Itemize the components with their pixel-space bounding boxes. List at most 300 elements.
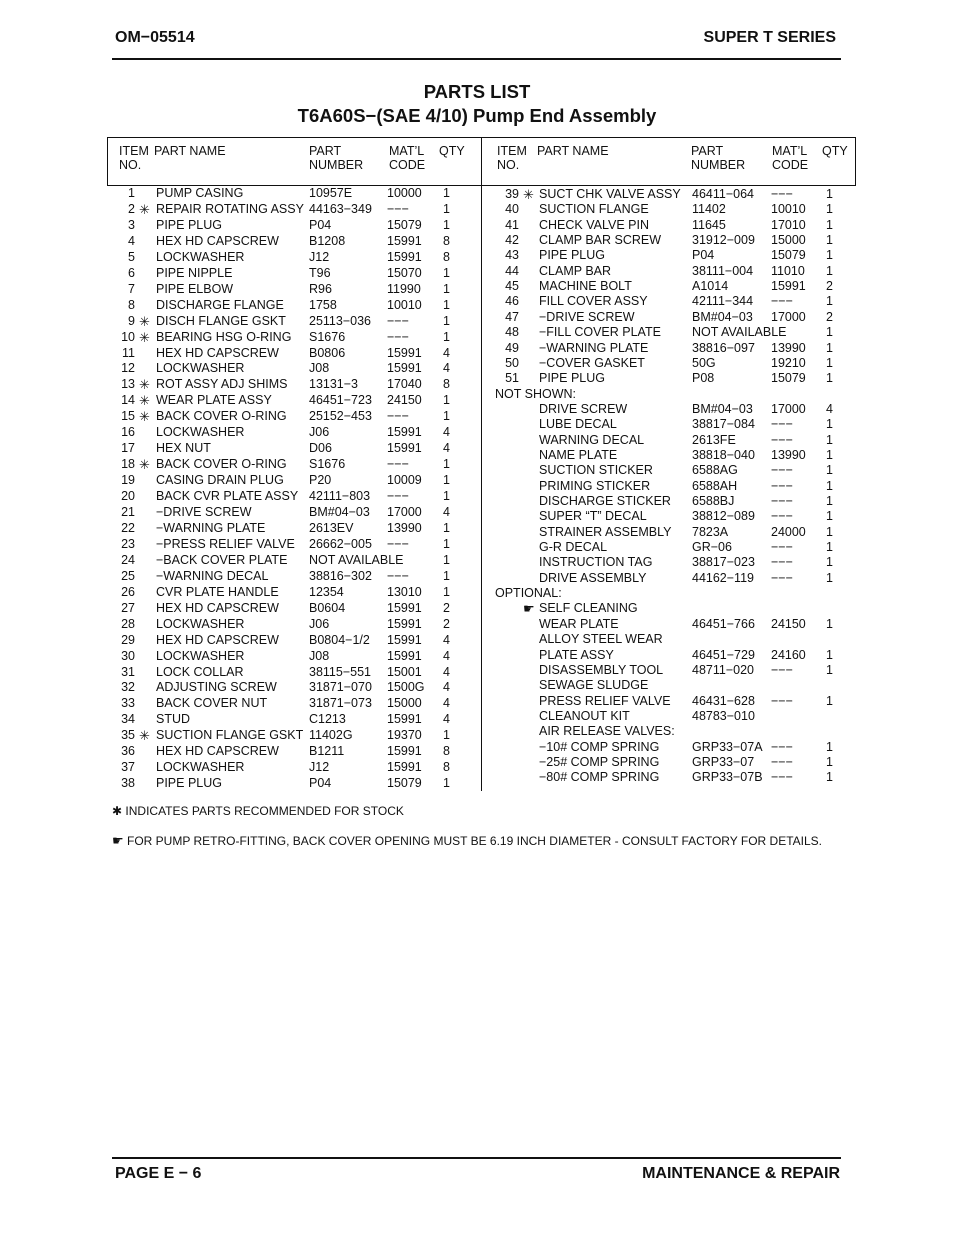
part-name: −25# COMP SPRING [539, 754, 660, 769]
item-number: 30 [121, 648, 135, 663]
part-name: INSTRUCTION TAG [539, 555, 653, 570]
section-name: MAINTENANCE & REPAIR [642, 1165, 840, 1182]
part-number: 6588BJ [692, 494, 735, 508]
part-name: CLAMP BAR [539, 263, 612, 278]
material-code: 17000 [387, 505, 422, 519]
material-code: 15991 [387, 233, 422, 248]
part-name: LUBE DECAL [539, 417, 617, 432]
item-number: 43 [505, 248, 519, 263]
hand-note: ☛ FOR PUMP RETRO-FITTING, BACK COVER OPENING MUST BE 6.19 INCH DIAMETER - CONSULT FACTORY FOR DETAILS. [112, 833, 822, 848]
part-name: BACK CVR PLATE ASSY [156, 489, 299, 504]
asterisk-star-icon: ✳ [139, 377, 150, 393]
part-number: 11402 [692, 202, 726, 217]
part-name: PRESS RELIEF VALVE [539, 693, 671, 708]
material-code: 15991 [387, 600, 422, 615]
table-row [0, 694, 954, 709]
part-number: NOT AVAILABLE [309, 552, 404, 567]
item-number: 4 [128, 233, 135, 248]
quantity: 1 [443, 584, 450, 599]
part-number: 38812−089 [692, 509, 755, 524]
material-code: −−− [387, 457, 409, 472]
item-number: 41 [505, 217, 519, 232]
col-number-right: PART NUMBER [691, 144, 746, 172]
item-number: 23 [121, 536, 135, 551]
part-number: 2613EV [309, 520, 354, 535]
part-number: 42111−803 [309, 489, 371, 504]
material-code: 15991 [387, 744, 422, 759]
table-row [0, 568, 954, 586]
pointing-hand-icon: ☛ [523, 601, 535, 617]
item-number: 35 [121, 728, 135, 743]
quantity: 1 [826, 325, 833, 340]
table-row [0, 387, 954, 402]
item-number: 26 [121, 584, 135, 599]
footer-rule [112, 1157, 841, 1159]
part-number: GRP33−07 [692, 754, 755, 769]
item-number: 8 [128, 297, 135, 312]
part-number: 38115−551 [309, 664, 371, 679]
material-code: 10000 [387, 186, 422, 200]
item-number: 33 [121, 696, 135, 711]
table-row [0, 325, 954, 340]
part-name: MACHINE BOLT [539, 279, 632, 294]
part-name: HEX HD CAPSCREW [156, 345, 279, 360]
item-number: 5 [128, 249, 135, 264]
part-name: DRIVE SCREW [539, 401, 628, 416]
material-code: 15991 [387, 345, 422, 360]
part-number: 6588AH [692, 478, 738, 493]
item-number: 12 [121, 361, 135, 376]
quantity: 8 [443, 249, 450, 264]
quantity: 1 [826, 570, 833, 585]
part-number: A1014 [692, 279, 729, 294]
material-code: 15991 [387, 361, 422, 376]
part-number: 38816−302 [309, 568, 372, 583]
part-number: B0806 [309, 345, 346, 360]
part-name: LOCKWASHER [156, 361, 245, 376]
part-number: 25152−453 [309, 409, 372, 424]
quantity: 1 [826, 739, 833, 754]
item-number: 25 [121, 568, 135, 583]
part-name: LOCKWASHER [156, 425, 245, 440]
part-number: S1676 [309, 457, 346, 472]
part-number: 48711−020 [692, 662, 754, 677]
material-code: −−− [387, 313, 409, 328]
material-code: 15991 [387, 441, 422, 456]
part-name: PIPE PLUG [539, 248, 605, 263]
col-qty-left: QTY [439, 144, 465, 158]
table-row [0, 448, 954, 463]
quantity: 1 [443, 329, 450, 344]
part-number: J06 [309, 425, 330, 440]
table-row [0, 494, 954, 509]
material-code: 15070 [387, 265, 422, 280]
quantity: 1 [826, 540, 833, 555]
table-row [0, 540, 954, 555]
item-number: 18 [121, 457, 135, 472]
part-number: 25113−036 [309, 313, 371, 328]
part-number: 38817−084 [692, 417, 755, 432]
part-number: 31912−009 [692, 233, 755, 248]
part-name: LOCKWASHER [156, 249, 245, 264]
item-number: 32 [121, 680, 135, 695]
table-row [0, 279, 954, 294]
part-name: SELF CLEANING [539, 601, 638, 616]
part-number: GRP33−07A [692, 739, 763, 754]
part-number: 46411−064 [692, 187, 754, 201]
material-code: −−− [771, 509, 793, 524]
part-number: 50G [692, 355, 716, 370]
part-number: 46451−729 [692, 647, 755, 662]
part-number: 46431−628 [692, 693, 755, 708]
part-name: NAME PLATE [539, 447, 618, 462]
material-code: −−− [771, 417, 793, 432]
quantity: 1 [826, 355, 833, 370]
material-code: 13990 [387, 520, 422, 535]
part-number: 6588AG [692, 463, 738, 478]
table-row [0, 601, 954, 616]
part-number: 46451−723 [309, 393, 372, 408]
part-name: DRIVE ASSEMBLY [539, 570, 647, 585]
part-name: DISASSEMBLY TOOL [539, 662, 664, 677]
material-code: 10009 [387, 473, 422, 488]
material-code: −−− [387, 409, 409, 424]
table-row [0, 648, 954, 663]
item-number: 3 [128, 217, 135, 232]
section-label: NOT SHOWN: [495, 386, 577, 401]
asterisk-star-icon: ✳ [139, 313, 150, 329]
quantity: 2 [443, 600, 450, 615]
material-code: 10010 [387, 297, 422, 312]
part-number: P04 [309, 776, 332, 791]
table-row [0, 218, 954, 233]
part-number: P20 [309, 473, 332, 488]
part-name: CASING DRAIN PLUG [156, 473, 284, 488]
part-name: CHECK VALVE PIN [539, 217, 649, 232]
part-name: ALLOY STEEL WEAR [539, 632, 663, 647]
quantity: 4 [443, 680, 450, 695]
part-number: 13131−3 [309, 377, 359, 392]
material-code: 24150 [771, 616, 806, 631]
part-number: J06 [309, 616, 330, 631]
table-row [0, 632, 954, 647]
part-name: AIR RELEASE VALVES: [539, 724, 675, 739]
part-number: 26662−005 [309, 536, 372, 551]
header-rule [112, 58, 841, 60]
part-number: S1676 [309, 329, 346, 344]
part-number: 10957E [309, 186, 353, 200]
quantity: 1 [443, 393, 450, 408]
quantity: 1 [826, 447, 833, 462]
item-number: 20 [121, 489, 135, 504]
item-number: 1 [128, 186, 135, 200]
part-number: C1213 [309, 712, 346, 727]
quantity: 1 [826, 340, 833, 355]
part-name: G-R DECAL [539, 540, 608, 555]
quantity: 4 [443, 632, 450, 647]
part-name: SEWAGE SLUDGE [539, 678, 649, 693]
material-code: 15000 [387, 696, 422, 711]
part-name: PIPE PLUG [156, 217, 222, 232]
quantity: 1 [826, 509, 833, 524]
part-name: −WARNING PLATE [156, 520, 266, 535]
col-mat-left: MAT’L CODE [389, 144, 426, 172]
material-code: 15079 [771, 248, 806, 263]
item-number: 44 [505, 263, 519, 278]
material-code: −−− [771, 294, 793, 309]
quantity: 1 [443, 473, 450, 488]
quantity: 4 [443, 648, 450, 663]
material-code: 15991 [771, 279, 806, 294]
quantity: 1 [826, 202, 833, 217]
part-name: REPAIR ROTATING ASSY [156, 201, 304, 216]
part-number: 31871−070 [309, 680, 372, 695]
part-name: LOCKWASHER [156, 648, 245, 663]
part-number: BM#04−03 [692, 309, 753, 324]
quantity: 4 [443, 664, 450, 679]
table-row [0, 740, 954, 755]
part-name: ROT ASSY ADJ SHIMS [156, 377, 288, 392]
item-number: 10 [121, 329, 135, 344]
table-row [0, 463, 954, 478]
quantity: 4 [443, 361, 450, 376]
material-code: 11010 [771, 263, 805, 278]
table-row [0, 341, 954, 356]
quantity: 1 [826, 294, 833, 309]
asterisk-star-icon: ✱ [112, 804, 123, 818]
part-name: ADJUSTING SCREW [156, 680, 277, 695]
part-name: −80# COMP SPRING [539, 770, 660, 785]
part-name: BEARING HSG O-RING [156, 329, 292, 344]
quantity: 1 [826, 248, 833, 263]
item-number: 45 [505, 279, 519, 294]
material-code: 11990 [387, 281, 421, 296]
page-title: PARTS LIST [423, 81, 531, 102]
quantity: 8 [443, 760, 450, 775]
part-number: 38817−023 [692, 555, 755, 570]
quantity: 1 [443, 409, 450, 424]
col-number-left: PART NUMBER [309, 144, 364, 172]
material-code: 15079 [771, 371, 806, 386]
material-code: 15991 [387, 648, 422, 663]
item-number: 29 [121, 632, 135, 647]
material-code: −−− [387, 329, 409, 344]
table-row [0, 233, 954, 248]
part-number: BM#04−03 [309, 505, 370, 519]
material-code: 15991 [387, 616, 422, 631]
part-name: DISCHARGE FLANGE [156, 297, 284, 312]
material-code: 13990 [771, 447, 806, 462]
item-number: 21 [121, 505, 135, 519]
part-name: PIPE PLUG [539, 371, 605, 386]
material-code: −−− [771, 463, 793, 478]
part-name: SUCT CHK VALVE ASSY [539, 187, 681, 201]
part-number: 38816−097 [692, 340, 755, 355]
quantity: 1 [826, 263, 833, 278]
quantity: 1 [826, 478, 833, 493]
part-number: B0604 [309, 600, 346, 615]
asterisk-star-icon: ✳ [139, 201, 150, 217]
item-number: 50 [505, 355, 519, 370]
quantity: 1 [826, 555, 833, 570]
col-name-right: PART NAME [537, 144, 609, 158]
material-code: −−− [387, 489, 409, 504]
material-code: −−− [771, 432, 793, 447]
part-number: T96 [309, 265, 331, 280]
part-number: 11402G [309, 728, 353, 743]
part-number: J08 [309, 648, 330, 663]
table-row [0, 755, 954, 770]
material-code: −−− [771, 754, 793, 769]
material-code: 13010 [387, 584, 422, 599]
item-number: 42 [505, 233, 519, 248]
item-number: 39 [505, 187, 519, 201]
col-mat-right: MAT’L CODE [772, 144, 809, 172]
quantity: 4 [443, 441, 450, 456]
quantity: 1 [826, 754, 833, 769]
part-name: HEX HD CAPSCREW [156, 233, 279, 248]
material-code: −−− [771, 739, 793, 754]
item-number: 11 [122, 345, 135, 360]
material-code: −−− [387, 568, 409, 583]
part-name: LOCKWASHER [156, 760, 245, 775]
part-name: CLEANOUT KIT [539, 708, 630, 723]
material-code: 13990 [771, 340, 806, 355]
material-code: −−− [771, 494, 793, 508]
material-code: 19210 [771, 355, 806, 370]
part-number: 44162−119 [692, 570, 754, 585]
material-code: 1500G [387, 680, 425, 695]
part-name: PLATE ASSY [539, 647, 614, 662]
quantity: 1 [443, 552, 450, 567]
item-number: 48 [505, 325, 519, 340]
part-number: GR−06 [692, 540, 732, 555]
quantity: 1 [443, 520, 450, 535]
part-number: 12354 [309, 584, 344, 599]
item-number: 36 [121, 744, 135, 759]
item-number: 14 [121, 393, 135, 408]
part-name: DISCH FLANGE GSKT [156, 313, 286, 328]
page-number: PAGE E − 6 [115, 1165, 202, 1182]
item-number: 9 [128, 313, 135, 328]
material-code: −−− [771, 662, 793, 677]
quantity: 8 [443, 377, 450, 392]
part-number: 38818−040 [692, 447, 755, 462]
quantity: 4 [443, 425, 450, 440]
part-number: P04 [309, 217, 332, 232]
material-code: −−− [771, 570, 793, 585]
quantity: 1 [826, 233, 833, 248]
table-row [0, 248, 954, 263]
part-name: −WARNING DECAL [156, 568, 269, 583]
quantity: 1 [826, 647, 833, 662]
part-name: HEX HD CAPSCREW [156, 632, 279, 647]
part-name: CLAMP BAR SCREW [539, 233, 662, 248]
part-name: −FILL COVER PLATE [539, 325, 661, 340]
part-name: PRIMING STICKER [539, 478, 651, 493]
asterisk-star-icon: ✳ [139, 457, 150, 473]
table-row [0, 709, 954, 724]
quantity: 4 [826, 401, 833, 416]
part-name: STRAINER ASSEMBLY [539, 524, 672, 539]
part-number: 42111−344 [692, 294, 754, 309]
item-number: 38 [121, 776, 135, 791]
col-item-right: ITEM NO. [497, 144, 527, 172]
material-code: 17040 [387, 377, 422, 392]
quantity: 4 [443, 505, 450, 519]
part-name: LOCKWASHER [156, 616, 245, 631]
table-row [0, 509, 954, 524]
quantity: 1 [826, 432, 833, 447]
material-code: −−− [771, 555, 793, 570]
table-row [0, 264, 954, 279]
quantity: 1 [443, 217, 450, 232]
quantity: 1 [443, 489, 450, 504]
part-name: CVR PLATE HANDLE [156, 584, 279, 599]
material-code: 24160 [771, 647, 806, 662]
quantity: 1 [826, 217, 833, 232]
item-number: 27 [121, 600, 135, 615]
part-name: SUCTION FLANGE GSKT [156, 728, 304, 743]
item-number: 47 [505, 309, 519, 324]
item-number: 15 [121, 409, 135, 424]
part-number: NOT AVAILABLE [692, 325, 787, 340]
table-row [0, 586, 954, 601]
quantity: 1 [443, 457, 450, 472]
part-name: −10# COMP SPRING [539, 739, 660, 754]
table-row [0, 402, 954, 417]
quantity: 1 [826, 524, 833, 539]
part-number: BM#04−03 [692, 401, 753, 416]
item-number: 19 [121, 473, 135, 488]
item-number: 37 [121, 760, 135, 775]
quantity: 1 [443, 297, 450, 312]
quantity: 1 [443, 728, 450, 743]
quantity: 1 [826, 616, 833, 631]
table-row [0, 417, 954, 432]
material-code: −−− [771, 770, 793, 785]
col-qty-right: QTY [822, 144, 848, 158]
part-name: HEX HD CAPSCREW [156, 600, 279, 615]
item-number: 24 [121, 552, 135, 567]
document-code: OM−05514 [115, 29, 195, 46]
item-number: 2 [128, 201, 135, 216]
item-number: 6 [128, 265, 135, 280]
part-name: SUCTION STICKER [539, 463, 653, 478]
item-number: 7 [128, 281, 135, 296]
quantity: 1 [826, 693, 833, 708]
quantity: 1 [826, 770, 833, 785]
part-name: DISCHARGE STICKER [539, 494, 671, 508]
quantity: 1 [826, 417, 833, 432]
quantity: 2 [826, 279, 833, 294]
part-name: WEAR PLATE ASSY [156, 393, 272, 408]
part-number: 1758 [309, 297, 337, 312]
part-name: SUCTION FLANGE [539, 202, 649, 217]
quantity: 1 [826, 662, 833, 677]
material-code: −−− [771, 693, 793, 708]
part-name: HEX NUT [156, 441, 211, 456]
table-row [0, 202, 954, 217]
quantity: 1 [443, 313, 450, 328]
part-number: 2613FE [692, 432, 736, 447]
part-number: B1208 [309, 233, 346, 248]
table-row [0, 294, 954, 309]
quantity: 4 [443, 712, 450, 727]
quantity: 1 [826, 463, 833, 478]
material-code: −−− [771, 540, 793, 555]
part-name: PIPE NIPPLE [156, 265, 233, 280]
